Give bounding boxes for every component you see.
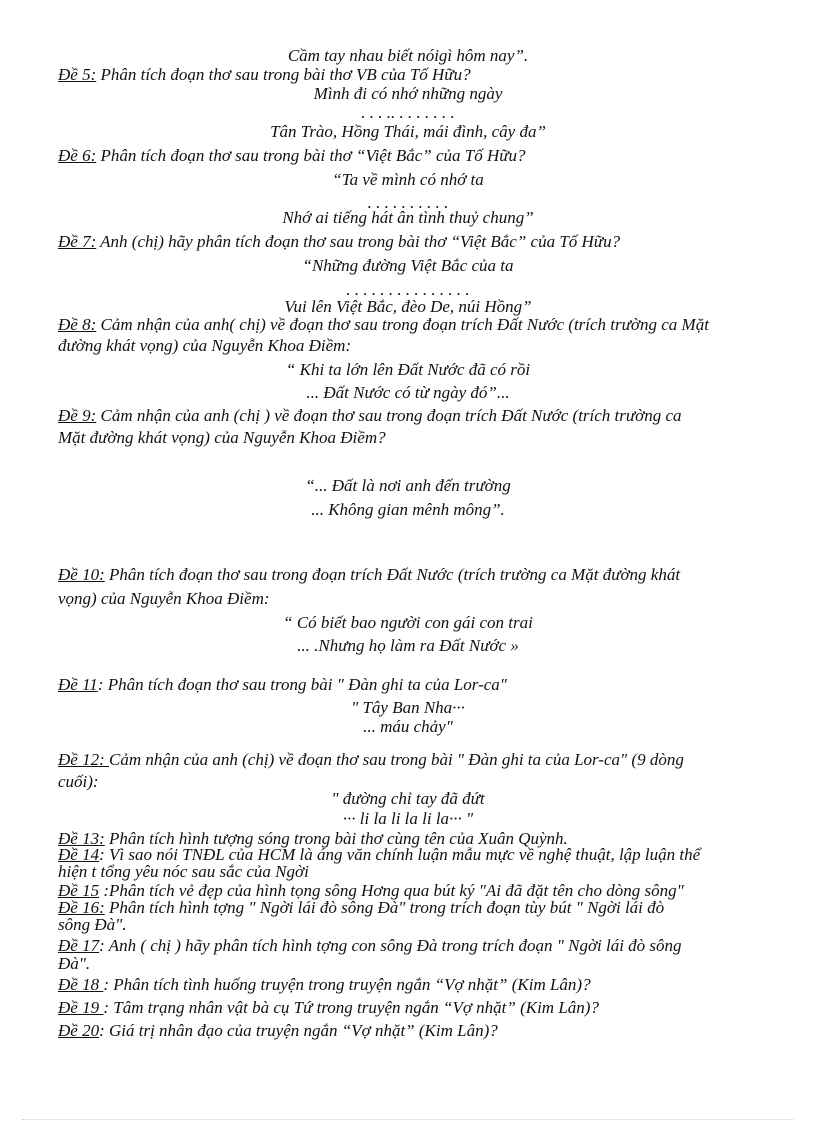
question-continuation: Mặt đường khát vọng) của Nguyễn Khoa Điềm? [58, 428, 386, 447]
question-text: Anh (chị) hãy phân tích đoạn thơ sau trong bài thơ “Việt Bắc” của Tố Hữu? [96, 232, 621, 251]
question-continuation: đường khát vọng) của Nguyễn Khoa Điềm: [58, 336, 352, 355]
question-text: Cảm nhận của anh( chị) về đoạn thơ sau trong đoạn trích Đất Nước (trích trường ca Mặt [96, 315, 709, 334]
question-line [58, 565, 680, 585]
question-line [58, 406, 682, 426]
question-continuation: hiện t tổng yêu nóc sau sắc của Ngời [58, 862, 309, 881]
question-text: : Vì sao nói TNĐL của HCM là áng văn chính luận mẫu mực về nghệ thuật, lập luận thể [99, 845, 701, 864]
question-label: Đề 10: [58, 565, 105, 584]
question-label: Đề 9: [58, 406, 97, 425]
poem-line: ... .Nhưng họ làm ra Đất Nước » [297, 636, 519, 655]
question-text: Cảm nhận của anh (chị ) về đoạn thơ sau trong đoạn trích Đất Nước (trích trường ca [96, 406, 682, 425]
question-continuation: cuối): [58, 772, 99, 791]
question-text: Phân tích hình tợng " Ngời lái đò sông Đà" trong trích đoạn tùy bút " Ngời lái đò [104, 898, 665, 917]
question-line [58, 750, 684, 770]
poem-line: Nhớ ai tiếng hát ân tình thuỷ chung” [282, 208, 534, 227]
poem-line: " Tây Ban Nha··· [351, 698, 465, 717]
question-label: Đề 13: [58, 829, 105, 848]
question-line [58, 315, 709, 335]
question-continuation: sông Đà". [58, 915, 127, 934]
question-text: : Giá trị nhân đạo của truyện ngắn “Vợ nhặt” (Kim Lân)? [99, 1021, 498, 1040]
page-bottom-rule [22, 1119, 794, 1120]
question-text: : Phân tích đoạn thơ sau trong bài " Đàn ghi ta của Lor-ca" [97, 675, 507, 694]
question-label: Đề 8: [58, 315, 97, 334]
poem-line: “Những đường Việt Bắc của ta [302, 256, 514, 275]
poem-line: " đường chỉ tay đã đứt [331, 789, 485, 808]
question-label: Đề 16: [58, 898, 105, 917]
poem-line: “ Khi ta lớn lên Đất Nước đã có rồi [285, 360, 531, 379]
question-text: Cảm nhận của anh (chị) về đoạn thơ sau trong bài " Đàn ghi ta của Lor-ca" (9 dòng [108, 750, 684, 769]
question-line [58, 998, 599, 1018]
question-label: Đề 12: [58, 750, 109, 769]
poem-line: Cầm tay nhau biết nóigì hôm nay”. [287, 46, 529, 65]
poem-line: ... Đất Nước có từ ngày đó”... [306, 383, 510, 402]
question-line [58, 675, 507, 695]
question-label: Đề 18 [58, 975, 104, 994]
poem-line: Mình đi có nhớ những ngày [313, 84, 503, 103]
question-text: Phân tích đoạn thơ sau trong đoạn trích Đất Nước (trích trường ca Mặt đường khát [104, 565, 681, 584]
question-line [58, 975, 591, 995]
question-label: Đề 6: [58, 146, 97, 165]
question-text: Phân tích hình tượng sóng trong bài thơ cùng tên của Xuân Quỳnh. [104, 829, 568, 848]
question-label: Đề 17 [58, 936, 100, 955]
poem-line: ... máu chảy" [363, 717, 453, 736]
poem-line: Tân Trào, Hồng Thái, mái đình, cây đa” [270, 122, 546, 141]
question-label: Đề 15 [58, 881, 100, 900]
question-continuation: vọng) của Nguyễn Khoa Điềm: [58, 589, 270, 608]
poem-line: “... Đất là nơi anh đến trường [305, 476, 511, 495]
question-text: : Anh ( chị ) hãy phân tích hình tợng con sông Đà trong trích đoạn " Ngời lái đò sông [99, 936, 682, 955]
poem-line: “Ta về mình có nhớ ta [332, 170, 484, 189]
question-line [58, 146, 526, 166]
question-continuation: Đà". [58, 954, 91, 973]
question-text: : Phân tích tình huống truyện trong truyện ngắn “Vợ nhặt” (Kim Lân)? [103, 975, 591, 994]
question-line [58, 936, 682, 956]
question-text: : Tâm trạng nhân vật bà cụ Tứ trong truyện ngắn “Vợ nhặt” (Kim Lân)? [103, 998, 599, 1017]
poem-line: . . . . . . . . . . . . . . . [346, 280, 470, 299]
question-label: Đề 11 [58, 675, 98, 694]
question-label: Đề 5: [58, 65, 97, 84]
question-label: Đề 7: [58, 232, 97, 251]
poem-line: Vui lên Việt Bắc, đèo De, núi Hồng” [284, 297, 532, 316]
poem-line: “ Có biết bao người con gái con trai [283, 613, 533, 632]
question-label: Đề 19 [58, 998, 104, 1017]
question-label: Đề 20 [58, 1021, 100, 1040]
poem-line: . . . .. . . . . . . . [361, 103, 455, 122]
poem-line: ... Không gian mênh mông”. [311, 500, 505, 519]
question-label: Đề 14 [58, 845, 100, 864]
question-text: Phân tích đoạn thơ sau trong bài thơ “Việt Bắc” của Tố Hữu? [96, 146, 526, 165]
poem-line: ··· li la li la li la··· " [342, 809, 474, 828]
question-text: :Phân tích vẻ đẹp của hình tọng sông Hơng qua bút ký "Ai đã đặt tên cho dòng sông" [99, 881, 684, 900]
question-line [58, 898, 664, 918]
question-line [58, 232, 620, 252]
question-line [58, 65, 471, 85]
poem-line: . . . . . . . . . . [367, 193, 449, 212]
question-text: Phân tích đoạn thơ sau trong bài thơ VB của Tố Hữu? [96, 65, 471, 84]
question-line [58, 1021, 498, 1041]
